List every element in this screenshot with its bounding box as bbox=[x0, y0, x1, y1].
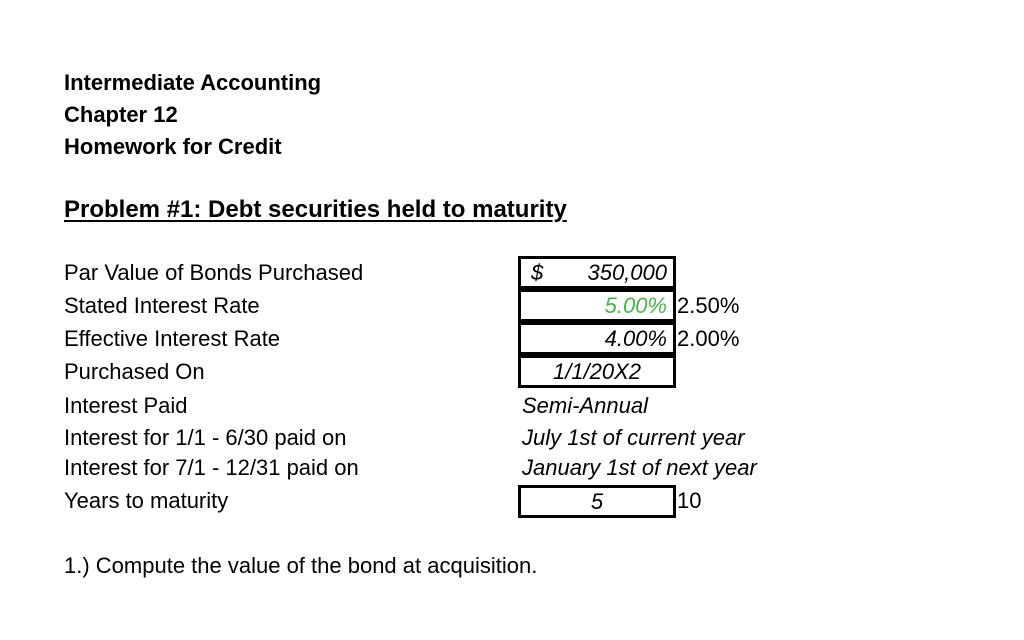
effective-rate-value: 4.00% bbox=[604, 326, 667, 351]
effective-rate-side-value: 2.00% bbox=[677, 326, 740, 351]
first-half-label: Interest for 1/1 - 6/30 paid on bbox=[64, 425, 347, 450]
purchased-on-value: 1/1/20X2 bbox=[552, 359, 642, 384]
par-value-label: Par Value of Bonds Purchased bbox=[64, 260, 364, 285]
years-label: Years to maturity bbox=[64, 488, 229, 513]
par-value: 350,000 bbox=[587, 260, 667, 285]
problem-title: Problem #1: Debt securities held to maturity bbox=[64, 196, 567, 223]
interest-paid-value: Semi-Annual bbox=[522, 393, 648, 418]
stated-rate-label: Stated Interest Rate bbox=[64, 293, 260, 318]
second-half-label: Interest for 7/1 - 12/31 paid on bbox=[64, 455, 359, 480]
effective-rate-cell[interactable] bbox=[518, 322, 676, 355]
purchased-on-cell[interactable] bbox=[518, 355, 676, 388]
second-half-value: January 1st of next year bbox=[522, 455, 757, 480]
first-half-value: July 1st of current year bbox=[522, 425, 745, 450]
years-side-value: 10 bbox=[677, 488, 702, 513]
stated-rate-value: 5.00% bbox=[604, 293, 667, 318]
assignment-title: Homework for Credit bbox=[64, 134, 282, 159]
effective-rate-label: Effective Interest Rate bbox=[64, 326, 281, 351]
stated-rate-cell[interactable] bbox=[518, 289, 676, 322]
chapter-title: Chapter 12 bbox=[64, 102, 178, 127]
interest-paid-label: Interest Paid bbox=[64, 393, 188, 418]
stated-rate-side-value: 2.50% bbox=[677, 293, 740, 318]
currency-symbol: $ bbox=[531, 260, 544, 285]
par-value-cell[interactable] bbox=[518, 256, 676, 289]
question-text: 1.) Compute the value of the bond at acquisition. bbox=[64, 553, 538, 578]
years-cell[interactable] bbox=[518, 485, 676, 518]
course-title: Intermediate Accounting bbox=[64, 70, 322, 95]
purchased-on-label: Purchased On bbox=[64, 359, 205, 384]
years-value: 5 bbox=[590, 489, 604, 514]
